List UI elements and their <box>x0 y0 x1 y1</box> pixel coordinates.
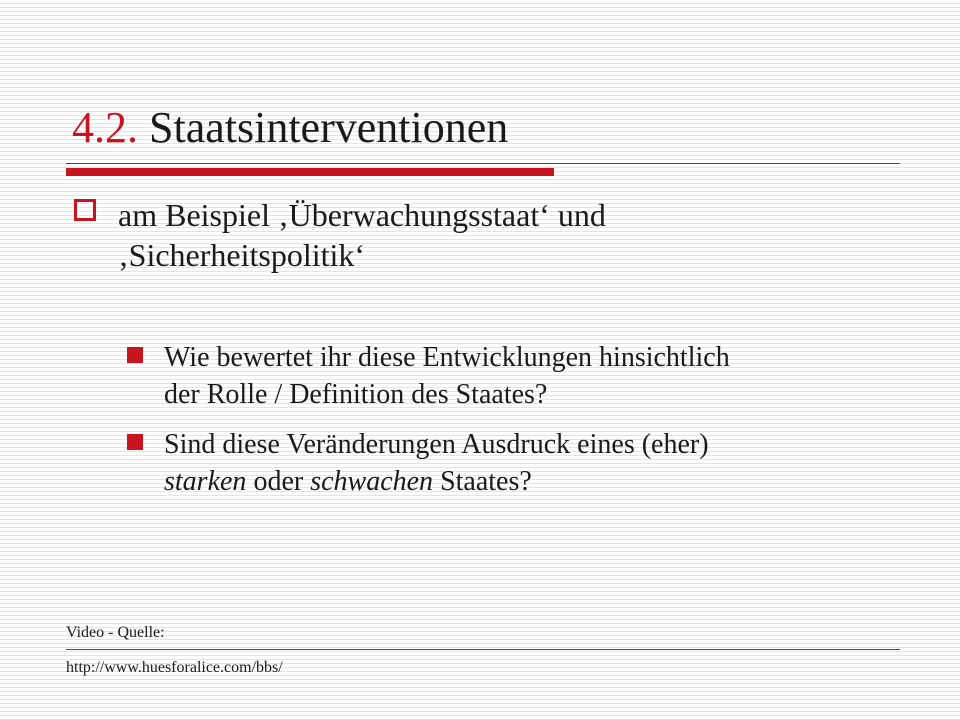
main-bullet <box>74 195 894 275</box>
hollow-square-bullet-icon <box>74 199 96 221</box>
title-underline-thin <box>66 163 900 164</box>
sub-bullet-2-word-schwachen: schwachen <box>310 466 434 497</box>
sub-bullet-1-text <box>164 339 887 413</box>
title-text: Staatsinterventionen <box>149 103 509 152</box>
sub-bullet-2-word-starken: starken <box>164 466 247 497</box>
sub-bullet-2-word-oder: oder <box>246 466 311 497</box>
sub-bullet-1 <box>127 339 887 413</box>
sub-bullet-1-line1: Wie bewertet ihr diese Entwicklungen hinsichtlich <box>164 342 730 373</box>
source-label: Video - Quelle: <box>66 624 165 641</box>
footer-divider <box>66 649 900 650</box>
sub-bullet-2-text <box>164 426 887 500</box>
sub-bullet-2-word-staates: Staates? <box>433 466 532 497</box>
main-bullet-text <box>118 195 894 275</box>
sub-bullet-1-line2: der Rolle / Definition des Staates? <box>164 379 548 410</box>
title-number: 4.2. <box>72 103 138 152</box>
slide-title <box>72 100 508 156</box>
source-url: http://www.huesforalice.com/bbs/ <box>66 659 283 676</box>
sub-bullet-2 <box>127 426 887 500</box>
main-bullet-line2: ‚Sicherheitspolitik‘ <box>118 237 366 273</box>
filled-square-bullet-icon <box>127 434 143 450</box>
sub-bullet-2-line1: Sind diese Veränderungen Ausdruck eines (eher) <box>164 429 709 460</box>
filled-square-bullet-icon <box>127 347 143 363</box>
title-underline-thick <box>66 168 554 176</box>
main-bullet-line1: am Beispiel ‚Überwachungsstaat‘ und <box>118 197 606 233</box>
